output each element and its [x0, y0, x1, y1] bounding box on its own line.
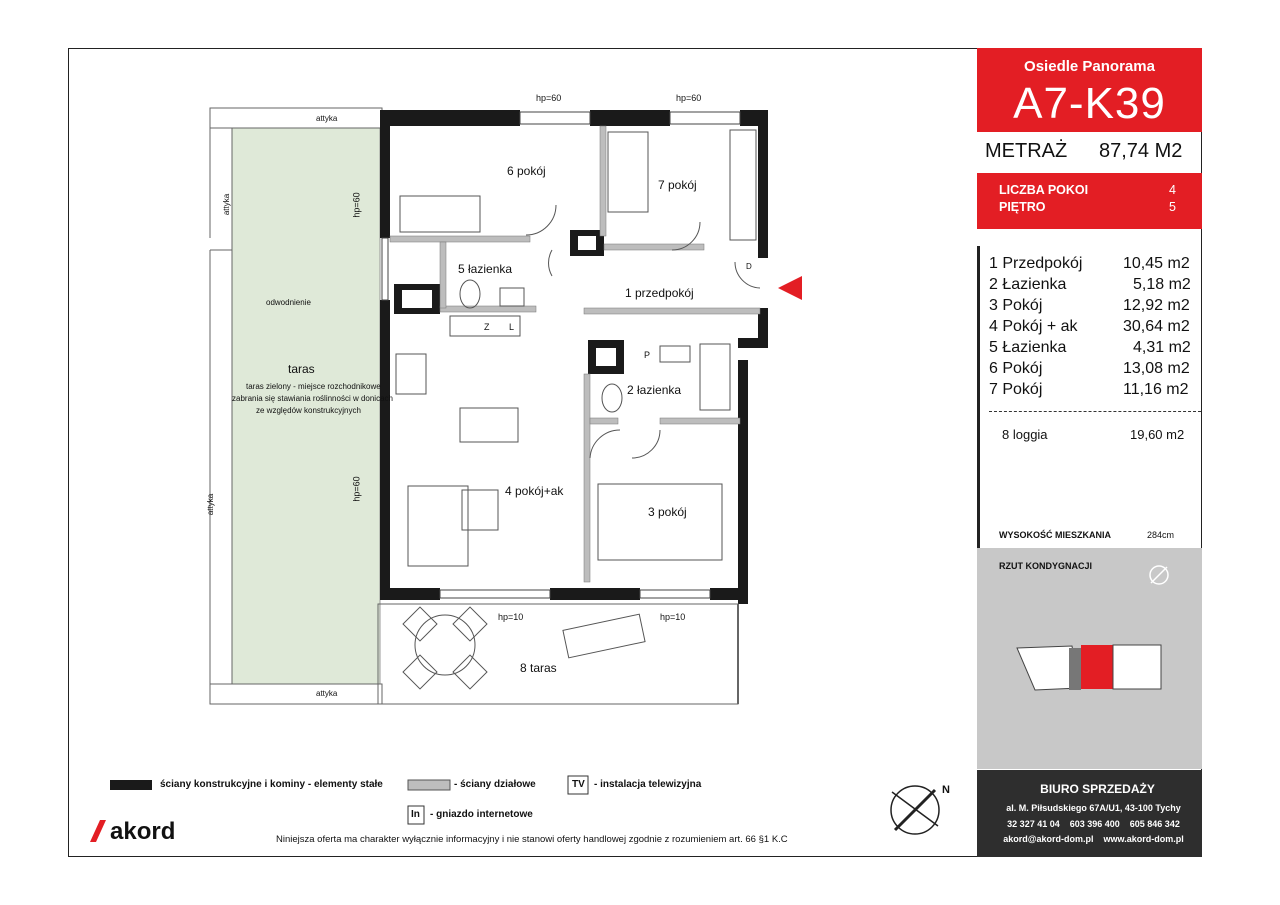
- terrace-note-1: taras zielony - miejsce rozchodnikowe: [246, 382, 381, 391]
- attyka-label: attyka: [316, 114, 338, 123]
- room-label-3: 3 pokój: [648, 505, 687, 519]
- height-value: 284cm: [1147, 530, 1175, 540]
- legend-in-box-label: In: [411, 809, 420, 820]
- loggia-area-value: 19,60 m2: [1130, 427, 1185, 442]
- building-core: [1069, 648, 1081, 690]
- logo-text: akord: [110, 818, 176, 845]
- rooms-count-value: 4: [1169, 183, 1176, 197]
- terrace-label: taras: [288, 362, 315, 376]
- room-label-7: 7 pokój: [658, 178, 697, 192]
- hp-label: hp=60: [351, 192, 362, 218]
- room-label-8: 8 taras: [520, 661, 557, 675]
- room-label-5: 5 łazienka: [458, 262, 513, 276]
- apartment-highlight: [1081, 645, 1113, 689]
- logo-mark: [90, 820, 106, 842]
- room-name: 3 Pokój: [989, 297, 1043, 314]
- room-area: 5,18 m2: [1133, 276, 1191, 293]
- rooms-count-label: LICZBA POKOI: [999, 183, 1089, 197]
- divider: [989, 411, 1201, 412]
- room-area: 10,45 m2: [1123, 255, 1190, 272]
- room-area: 11,16 m2: [1123, 381, 1189, 398]
- room-area: 12,92 m2: [1123, 297, 1190, 314]
- room-area: 30,64 m2: [1123, 318, 1190, 335]
- room-name: 7 Pokój: [989, 381, 1043, 398]
- sink-label: Z: [484, 322, 490, 332]
- area-label: METRAŻ: [985, 140, 1068, 162]
- loggia-name: 8 loggia: [1002, 427, 1048, 442]
- room-name: 4 Pokój + ak: [989, 318, 1078, 335]
- office-title: BIURO SPRZEDAŻY: [1040, 782, 1155, 796]
- door-label: D: [746, 262, 752, 271]
- legend-internet: - gniazdo internetowe: [430, 809, 533, 820]
- legend-partitions: - ściany działowe: [454, 779, 536, 790]
- hp-label: hp=10: [660, 612, 686, 622]
- room-area: 4,31 m2: [1133, 339, 1191, 356]
- office-contact: akord@akord-dom.pl www.akord-dom.pl: [1003, 834, 1184, 844]
- room-label-4: 4 pokój+ak: [505, 484, 564, 498]
- attyka-label: attyka: [206, 493, 216, 516]
- washer-label: P: [644, 350, 651, 360]
- hp-label: hp=10: [498, 612, 524, 622]
- sales-office: [977, 770, 1202, 857]
- terrace-note-2: zabrania się stawiania roślinności w donicach: [232, 394, 393, 403]
- area-value: 87,74 M2: [1099, 140, 1183, 162]
- room-area: 13,08 m2: [1123, 360, 1190, 377]
- estate-name: Osiedle Panorama: [1024, 58, 1155, 75]
- legend-tv-box-label: TV: [572, 779, 585, 790]
- room-name: 6 Pokój: [989, 360, 1043, 377]
- office-address: al. M. Piłsudskiego 67A/U1, 43-100 Tychy: [1006, 803, 1181, 813]
- attyka-bottom-wall: [210, 684, 382, 704]
- floor-label: PIĘTRO: [999, 200, 1046, 214]
- legend-wall-swatch: [110, 780, 152, 790]
- sink-label: L: [509, 322, 515, 332]
- drain-label: odwodnienie: [266, 298, 311, 307]
- height-label: WYSOKOŚĆ MIESZKANIA: [999, 530, 1112, 540]
- room-name: 2 Łazienka: [989, 276, 1067, 293]
- legend-partition-swatch: [408, 780, 450, 790]
- room-name: 1 Przedpokój: [989, 255, 1083, 272]
- room-label-1: 1 przedpokój: [625, 286, 694, 300]
- structural-walls: [380, 110, 768, 604]
- counts-block: [977, 173, 1202, 229]
- terrace-note-3: ze względów konstrukcyjnych: [256, 406, 361, 415]
- compass-small-icon: [1150, 566, 1168, 584]
- furniture: [396, 130, 760, 689]
- room-label-6: 6 pokój: [507, 164, 546, 178]
- partition-walls: [390, 126, 760, 582]
- room-name: 5 Łazienka: [989, 339, 1067, 356]
- north-label: N: [942, 784, 950, 796]
- info-panel: [977, 48, 1202, 857]
- office-phones: 32 327 41 04 603 396 400 605 846 342: [1007, 819, 1180, 829]
- apartment-code: A7-K39: [1013, 79, 1166, 128]
- legend-walls: ściany konstrukcyjne i kominy - elementy stałe: [160, 779, 383, 790]
- floor-overview: [977, 548, 1202, 769]
- hp-label: hp=60: [536, 93, 562, 103]
- floor-value: 5: [1169, 200, 1176, 214]
- header-block: [977, 48, 1202, 132]
- room-list: [977, 246, 1202, 576]
- compass-icon: [891, 786, 939, 834]
- legend-tv: - instalacja telewizyjna: [594, 779, 702, 790]
- hp-label: hp=60: [351, 476, 362, 502]
- entrance-arrow: [778, 276, 802, 300]
- floor-overview-map: [977, 548, 1202, 769]
- floor-overview-label: RZUT KONDYGNACJI: [999, 561, 1093, 571]
- disclaimer: Niniejsza oferta ma charakter wyłącznie informacyjny i nie stanowi oferty handlowej zgodnie z rozumieniem art. 66 §1 K.C: [276, 834, 788, 845]
- room-label-2: 2 łazienka: [627, 383, 682, 397]
- hp-label: hp=60: [676, 93, 702, 103]
- attyka-label: attyka: [222, 193, 232, 216]
- attyka-top-wall: [210, 108, 382, 128]
- building-wing: [1113, 645, 1161, 689]
- attyka-label: attyka: [316, 689, 338, 698]
